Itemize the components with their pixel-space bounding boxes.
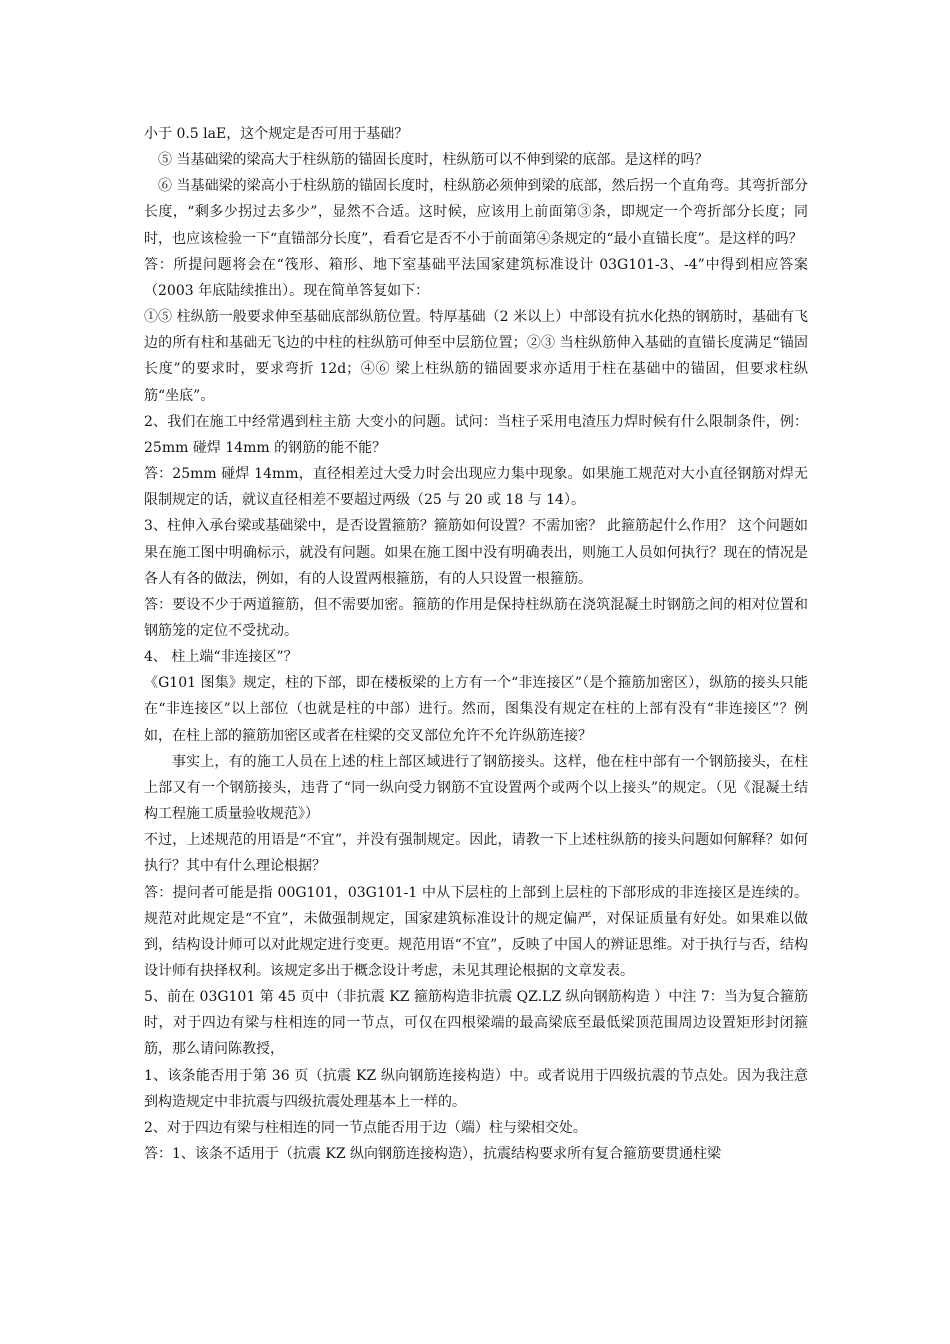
- paragraph: 小于 0.5 laE，这个规定是否可用于基础？: [144, 126, 409, 142]
- paragraph: 《G101 图集》规定，柱的下部，即在楼板梁的上方有一个“非连接区”（是个箍筋加密区），纵筋的接头只能在“非连接区”以上部位（也就是柱的中部）进行。然而，图集没有规定在柱的上部有没有“非连接区”？例如，在柱上部的箍筋加密区或者在柱梁的交叉部位允许不允许纵筋连接？: [144, 675, 808, 744]
- paragraph: 答：25mm 碰焊 14mm，直径相差过大受力时会出现应力集中现象。如果施工规范对大小直径钢筋对焊无限制规定的话，就议直径相差不要超过两级（25 与 20 或 18 与 14）。: [144, 466, 808, 509]
- paragraph: 2、我们在施工中经常遇到柱主筋 大变小的问题。试问：当柱子采用电渣压力焊时候有什么限制条件，例：25mm 碰焊 14mm 的钢筋的能不能？: [144, 413, 808, 456]
- paragraph: 事实上，有的施工人员在上述的柱上部区域进行了钢筋接头。这样，他在柱中部有一个钢筋接头，在柱上部又有一个钢筋接头，违背了“同一纵向受力钢筋不宜设置两个或两个以上接头”的规定。（见《混凝土结构工程施工质量验收规范》）: [144, 753, 808, 823]
- paragraph: ⑥ 当基础梁的梁高小于柱纵筋的锚固长度时，柱纵筋必须伸到梁的底部，然后拐一个直角弯。其弯折部分长度，“剩多少拐过去多少”，显然不合适。这时候，应该用上前面第③条，即规定一个弯折部分长度；同时，也应该检验一下“直锚部分长度”，看看它是否不小于前面第④条规定的“最小直锚长度”。是这样的吗？: [144, 178, 808, 247]
- paragraph: 不过，上述规范的用语是“不宜”，并没有强制规定。因此，请教一下上述柱纵筋的接头问题如何解释？如何执行？其中有什么理论根据？: [144, 832, 808, 875]
- paragraph: ①⑤ 柱纵筋一般要求伸至基础底部纵筋位置。特厚基础（2 米以上）中部设有抗水化热的钢筋时，基础有飞边的所有柱和基础无飞边的中柱的柱纵筋可伸至中层筋位置；②③ 当柱纵筋伸入基础的直锚长度满足“锚固长度”的要求时，要求弯折 12d；④⑥ 梁上柱纵筋的锚固要求亦适用于柱在基础中的锚固，但要求柱纵筋“坐底”。: [144, 309, 808, 404]
- paragraph: ⑤ 当基础梁的梁高大于柱纵筋的锚固长度时，柱纵筋可以不伸到梁的底部。是这样的吗？: [158, 152, 709, 169]
- paragraph: 1、该条能否用于第 36 页（抗震 KZ 纵向钢筋连接构造）中。或者说用于四级抗震的节点处。因为我注意到构造规定中非抗震与四级抗震处理基本上一样的。: [144, 1067, 808, 1110]
- paragraph: 答：要设不少于两道箍筋，但不需要加密。箍筋的作用是保持柱纵筋在浇筑混凝土时钢筋之间的相对位置和钢筋笼的定位不受扰动。: [144, 596, 808, 639]
- document-body: [144, 121, 808, 1167]
- paragraph: 4、 柱上端“非连接区”？: [144, 649, 298, 666]
- paragraph: 2、对于四边有梁与柱相连的同一节点能否用于边（端）柱与梁相交处。: [144, 1119, 587, 1136]
- paragraph: 5、前在 03G101 第 45 页中（非抗震 KZ 箍筋构造非抗震 QZ.LZ 纵向钢筋构造 ）中注 7：当为复合箍筋时，对于四边有梁与柱相连的同一节点，可仅在四根梁端的最高梁底至最低梁顶范围周边设置矩形封闭箍筋，那么请问陈教授，: [144, 989, 808, 1058]
- paragraph: 答：提问者可能是指 00G101，03G101-1 中从下层柱的上部到上层柱的下部形成的非连接区是连续的。规范对此规定是“不宜”，未做强制规定，国家建筑标准设计的规定偏严，对保证质量有好处。如果难以做到，结构设计师可以对此规定进行变更。规范用语“不宜”，反映了中国人的辨证思维。对于执行与否，结构设计师有抉择权利。该规定多出于概念设计考虑，未见其理论根据的文章发表。: [144, 884, 808, 979]
- paragraph: 答：所提问题将会在“筏形、箱形、地下室基础平法国家建筑标准设计 03G101-3、-4”中得到相应答案（2003 年底陆续推出）。现在简单答复如下：: [144, 256, 808, 299]
- paragraph: 答：1、该条不适用于（抗震 KZ 纵向钢筋连接构造），抗震结构要求所有复合箍筋要贯通柱梁: [144, 1146, 721, 1163]
- paragraph: 3、柱伸入承台梁或基础梁中，是否设置箍筋？箍筋如何设置？不需加密？ 此箍筋起什么作用？ 这个问题如果在施工图中明确标示，就没有问题。如果在施工图中没有明确表出，则施工人员如何执行？现在的情况是各人有各的做法，例如，有的人设置两根箍筋，有的人只设置一根箍筋。: [144, 518, 808, 587]
